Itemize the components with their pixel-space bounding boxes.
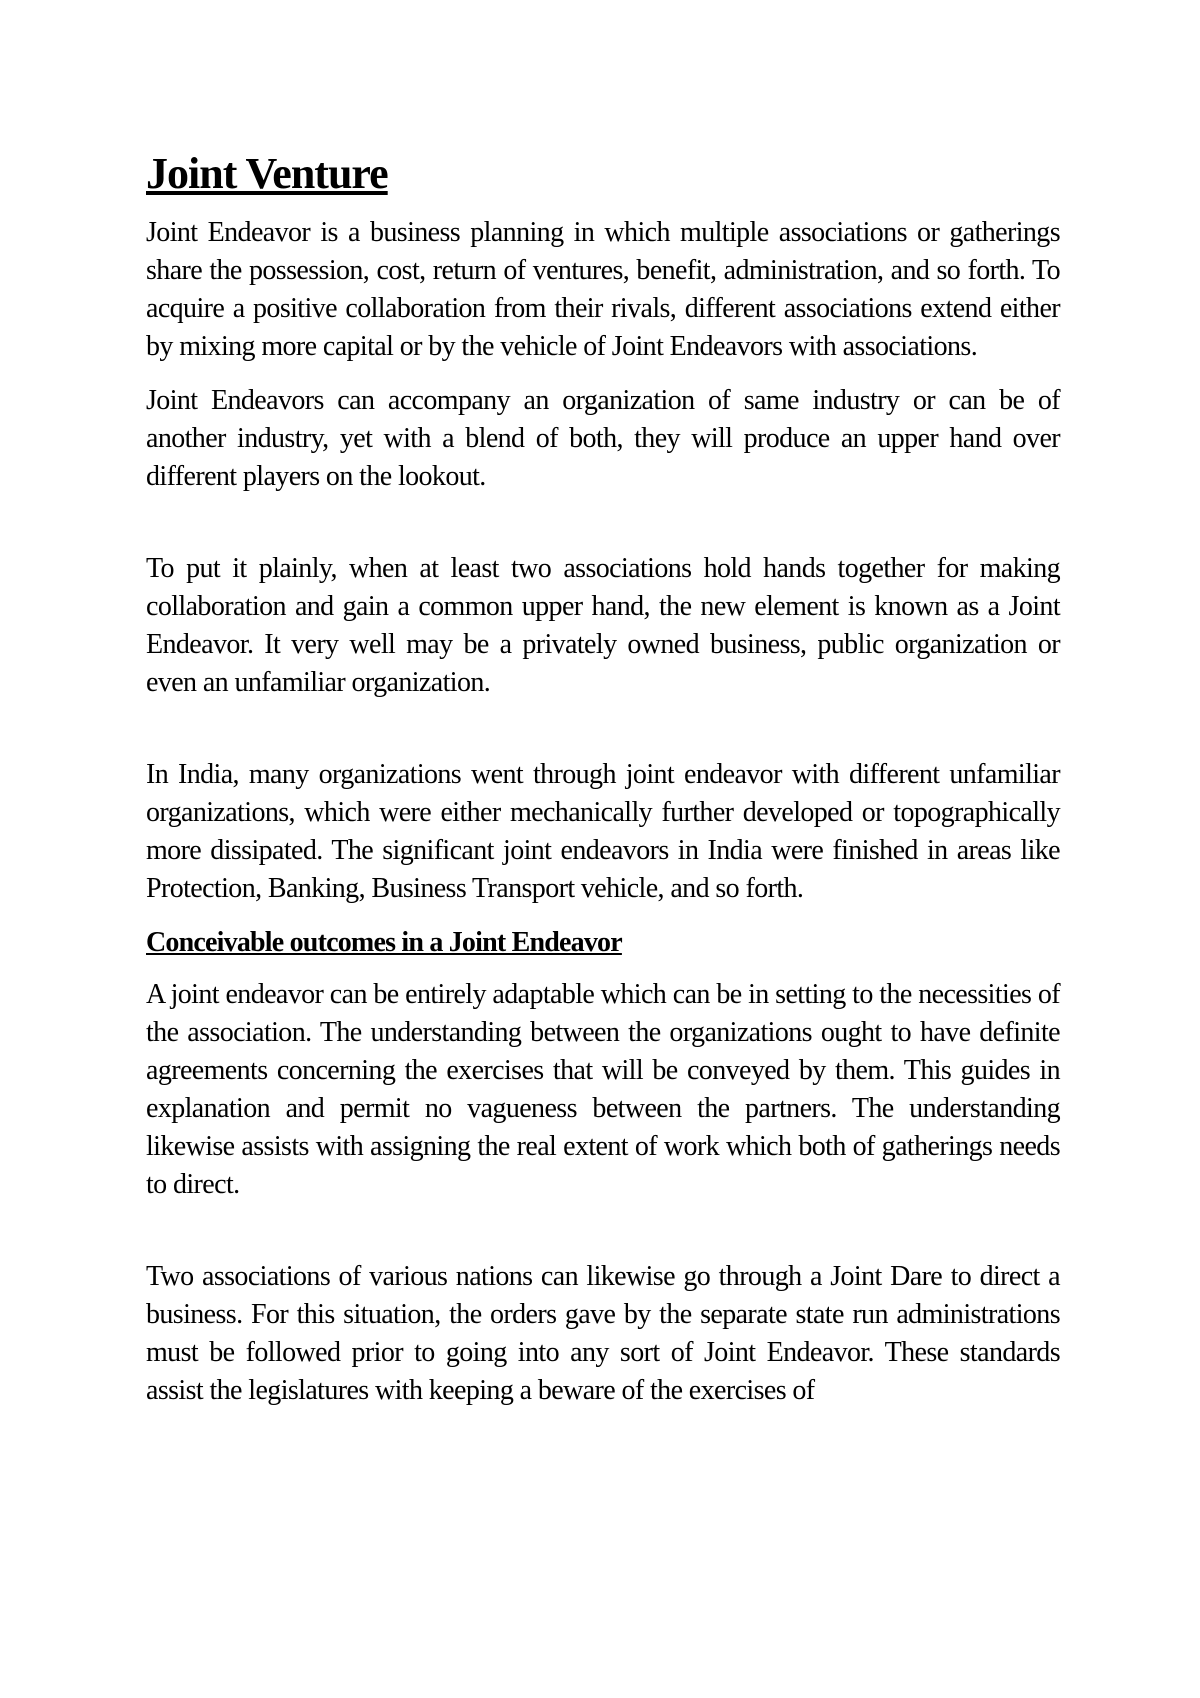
paragraph-definition: Joint Endeavor is a business planning in which multiple associations or gatherings share the possession, cost, return of ventures, benefit, administration, and so forth. To acquire a positive collaboration from their rivals, different associations extend either by mixing more capital or by the vehicle of Joint Endeavors with associations. xyxy=(146,217,1060,363)
page-title: Joint Venture xyxy=(146,149,388,198)
paragraph-plainly: To put it plainly, when at least two associations hold hands together for making collaboration and gain a common upper hand, the new element is known as a Joint Endeavor. It very well may be a privately owned business, public organization or even an unfamiliar organization. xyxy=(146,553,1060,699)
paragraph-industry: Joint Endeavors can accompany an organization of same industry or can be of another industry, yet with a blend of both, they will produce an upper hand over different players on the lookout. xyxy=(146,385,1060,493)
paragraph-adaptable: A joint endeavor can be entirely adaptable which can be in setting to the necessities of the association. The understanding between the organizations ought to have definite agreements concerning the exercises that will be conveyed by them. This guides in explanation and permit no vagueness between the partners. The understanding likewise assists with assigning the real extent of work which both of gatherings needs to direct. xyxy=(146,979,1060,1201)
section-heading-outcomes: Conceivable outcomes in a Joint Endeavor xyxy=(146,927,622,959)
paragraph-india: In India, many organizations went through joint endeavor with different unfamiliar organizations, which were either mechanically further developed or topographically more dissipated. The significant joint endeavors in India were finished in areas like Protection, Banking, Business Transport vehicle, and so forth. xyxy=(146,759,1060,905)
paragraph-nations: Two associations of various nations can likewise go through a Joint Dare to direct a business. For this situation, the orders gave by the separate state run administrations must be followed prior to going into any sort of Joint Endeavor. These standards assist the legislatures with keeping a beware of the exercises of xyxy=(146,1261,1060,1407)
document-body xyxy=(146,150,1060,1426)
